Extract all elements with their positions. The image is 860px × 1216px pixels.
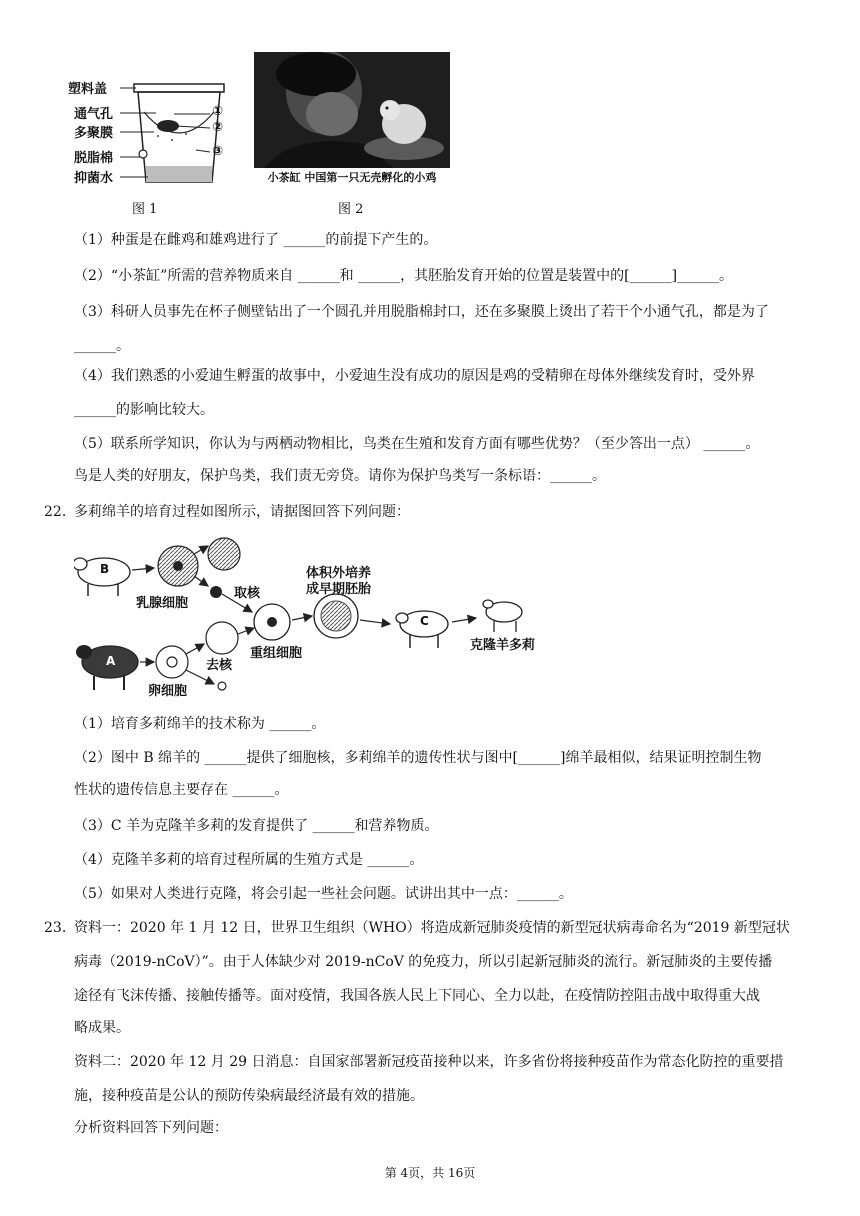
q21-item-5-line1: （5）联系所学知识，你认为与两栖动物相比，鸟类在生殖和发育方面有哪些优势？（至少答出一点） ______。 [74, 436, 760, 452]
sheep-b-label: B [100, 562, 110, 576]
marker-1: ① [212, 104, 224, 119]
q23-material1-line1: 资料一：2020 年 1 月 12 日，世界卫生组织（WHO）将造成新冠肺炎疫情的新型冠状病毒命名为“2019 新型冠状 [74, 920, 790, 936]
marker-3: ③ [212, 144, 224, 159]
q23-number: 23. [44, 920, 67, 936]
figure-1-apparatus [70, 74, 250, 224]
recombined-cell-label: 重组细胞 [250, 646, 303, 661]
q22-item-3: （3）C 羊为克隆羊多莉的发育提供了 ______和营养物质。 [74, 818, 439, 834]
q21-item-4-line1: （4）我们熟悉的小爱迪生孵蛋的故事中，小爱迪生没有成功的原因是鸡的受精卵在母体外继续发育时，受外界 [74, 368, 755, 384]
label-antibacterial-water: 抑菌水 [74, 171, 114, 186]
photo-person-with-chick [254, 52, 450, 168]
figure-2-photo [254, 52, 450, 188]
culture-label-line2: 成早期胚胎 [306, 582, 372, 597]
label-plastic-lid: 塑料盖 [68, 82, 108, 97]
q22-stem: 多莉绵羊的培育过程如图所示，请据图回答下列问题： [74, 504, 410, 520]
culture-label-line1: 体积外培养 [306, 566, 372, 581]
q22-number: 22. [44, 504, 67, 520]
cloning-flow-svg [74, 534, 564, 700]
q23-material2-line1: 资料二：2020 年 12 月 29 日消息：自国家部署新冠疫苗接种以来，许多省份将接种疫苗作为常态化防控的重要措 [74, 1054, 784, 1070]
q21-item-3-line2: ______。 [74, 338, 130, 354]
q23-prompt: 分析资料回答下列问题： [74, 1120, 228, 1136]
marker-2: ② [212, 120, 224, 135]
figure-2-caption: 图 2 [338, 202, 364, 217]
cloning-diagram [74, 534, 564, 700]
extract-nucleus-label: 取核 [234, 586, 261, 601]
q21-item-2: （2）“小茶缸”所需的营养物质来自 ______和 ______，其胚胎发育开始的位置是装置中的[______]______。 [74, 268, 734, 284]
photo-banner: 小茶缸 中国第一只无壳孵化的小鸡 [254, 168, 450, 188]
q22-item-1: （1）培育多莉绵羊的技术称为 ______。 [74, 716, 326, 732]
page-footer: 第 4页，共 16页 [384, 1166, 476, 1180]
q21-item-5-line2: 鸟是人类的好朋友，保护鸟类，我们责无旁贷。请你为保护鸟类写一条标语：______。 [74, 468, 606, 484]
egg-cell-label: 卵细胞 [148, 684, 188, 699]
q22-item-4: （4）克隆羊多莉的培育过程所属的生殖方式是 ______。 [74, 852, 424, 868]
sheep-a-label: A [106, 654, 116, 668]
q21-item-4-line2: ______的影响比较大。 [74, 402, 214, 418]
figure-1-caption: 图 1 [132, 202, 158, 217]
enucleate-label: 去核 [206, 658, 233, 673]
label-cotton: 脱脂棉 [74, 151, 114, 166]
dolly-label: 克隆羊多莉 [470, 638, 536, 653]
q21-item-1: （1）种蛋是在雌鸡和雄鸡进行了 ______的前提下产生的。 [74, 232, 438, 248]
q22-item-2-line2: 性状的遗传信息主要存在 ______。 [74, 782, 289, 798]
label-membrane: 多聚膜 [74, 126, 114, 141]
label-vent-hole: 通气孔 [74, 107, 114, 122]
q22-item-5: （5）如果对人类进行克隆，将会引起一些社会问题。试讲出其中一点：______。 [74, 886, 573, 902]
mammary-cell-label: 乳腺细胞 [136, 596, 189, 611]
q23-material1-line3: 途径有飞沫传播、接触传播等。面对疫情，我国各族人民上下同心、全力以赴，在疫情防控阻击战中取得重大战 [74, 988, 760, 1004]
q23-material1-line2: 病毒（2019-nCoV）”。由于人体缺少对 2019-nCoV 的免疫力，所以引起新冠肺炎的流行。新冠肺炎的主要传播 [74, 954, 773, 970]
q23-material1-line4: 略成果。 [74, 1020, 130, 1036]
dolly-sheep-icon [483, 600, 522, 632]
q21-item-3-line1: （3）科研人员事先在杯子侧壁钻出了一个圆孔并用脱脂棉封口，还在多聚膜上烫出了若干个小通气孔，都是为了 [74, 304, 769, 320]
sheep-c-label: C [420, 614, 429, 628]
q23-material2-line2: 施，接种疫苗是公认的预防传染病最经济最有效的措施。 [74, 1088, 424, 1104]
q22-item-2-line1: （2）图中 B 绵羊的 ______提供了细胞核，多莉绵羊的遗传性状与图中[______]绵羊最相似，结果证明控制生物 [74, 750, 762, 766]
